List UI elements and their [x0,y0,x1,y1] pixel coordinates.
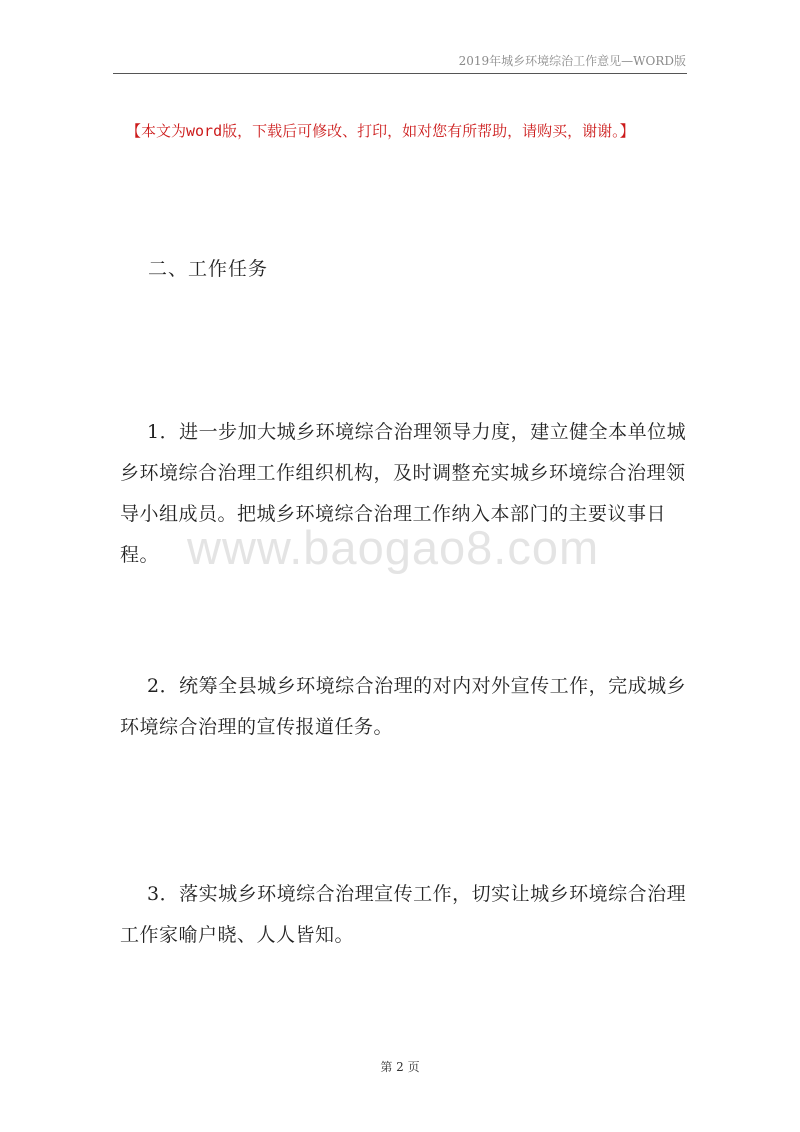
page-header-title: 2019年城乡环境综治工作意见—WORD版 [458,54,686,68]
page-number: 第 2 页 [380,1060,420,1074]
paragraph-task-3: 3．落实城乡环境综合治理宣传工作，切实让城乡环境综合治理工作家喻户晓、人人皆知。 [120,883,687,946]
paragraph-task-2: 2．统筹全县城乡环境综合治理的对内对外宣传工作，完成城乡环境综合治理的宣传报道任务。 [120,675,687,738]
paragraph-task-1: 1．进一步加大城乡环境综合治理领导力度，建立健全本单位城乡环境综合治理工作组织机构，及时调整充实城乡环境综合治理领导小组成员。把城乡环境综合治理工作纳入本部门的主要议事日程。 [120,421,687,566]
purchase-notice: 【本文为word版，下载后可修改、打印，如对您有所帮助，请购买，谢谢。】 [126,122,635,140]
header-divider [113,73,687,74]
watermark-text: www.baogao8.com [187,521,600,574]
section-heading: 二、工作任务 [148,258,269,280]
